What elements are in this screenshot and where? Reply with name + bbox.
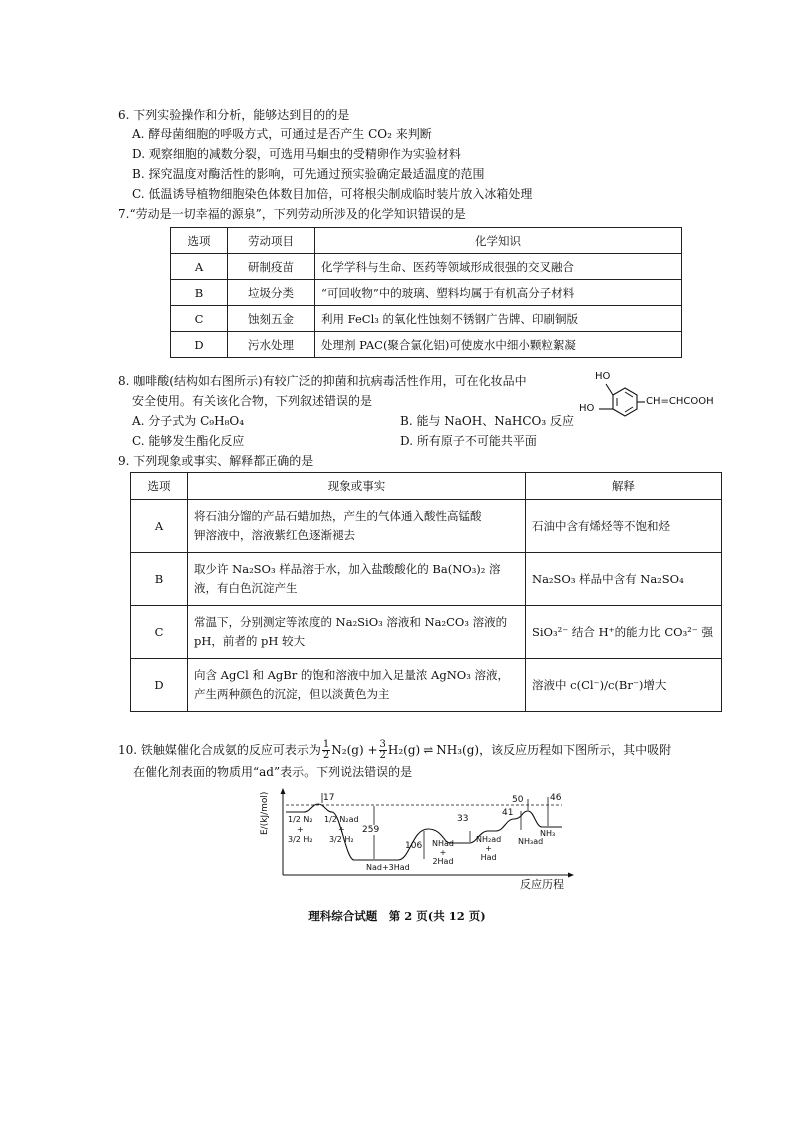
- q9-c-fact-line1: 常温下，分别测定等浓度的 Na₂SiO₃ 溶液和 Na₂CO₃ 溶液的: [194, 615, 508, 629]
- q10-frac1-den: 2: [322, 750, 330, 761]
- species-5-had: Had: [480, 853, 497, 862]
- q6-stem: 6. 下列实验操作和分析，能够达到目的的是: [118, 108, 350, 122]
- q9-d-fact: [188, 659, 526, 712]
- q8-option-c: C. 能够发生酯化反应: [132, 434, 245, 448]
- q10-frac1: [322, 740, 330, 761]
- struct-ho-left: HO: [579, 403, 595, 414]
- q9-a-fact: [188, 500, 526, 553]
- table-row: [131, 659, 722, 712]
- species-2-h2: 3/2 H₂: [328, 835, 354, 844]
- species-nh2ad: [476, 835, 501, 862]
- species-7-nh3: NH₃: [540, 829, 556, 838]
- q9-table: [130, 472, 722, 712]
- q7-b-project: 垃圾分类: [228, 280, 315, 306]
- y-axis-arrow: [281, 788, 286, 794]
- species-nhad: [432, 839, 454, 866]
- q7-a-opt: A: [171, 254, 228, 280]
- q10-stem-line1: [118, 738, 671, 762]
- q7-header-option: 选项: [171, 228, 228, 254]
- q8-option-b: B. 能与 NaOH、NaHCO₃ 反应: [400, 414, 574, 428]
- q8-stem-line1: 8. 咖啡酸(结构如右图所示)有较广泛的抑菌和抗病毒活性作用，可在化妆品中: [118, 374, 527, 388]
- energy-label-106: 106: [405, 841, 423, 851]
- table-row: [171, 280, 682, 306]
- q7-d-opt: D: [171, 332, 228, 358]
- q9-header-fact: 现象或事实: [188, 473, 526, 500]
- q9-d-fact-line1: 向含 AgCl 和 AgBr 的饱和溶液中加入足量浓 AgNO₃ 溶液，: [194, 668, 509, 682]
- page-footer: 理科综合试题 第 2 页(共 12 页): [308, 909, 486, 923]
- table-row: [171, 332, 682, 358]
- q10-post: NH₃(g)，该反应历程如下图所示，其中吸附: [436, 743, 672, 757]
- q7-header-knowledge: 化学知识: [315, 228, 682, 254]
- energy-label-259: 259: [362, 825, 380, 835]
- q9-a-expl: 石油中含有烯烃等不饱和烃: [526, 500, 722, 553]
- q7-d-project: 污水处理: [228, 332, 315, 358]
- q10-h2: H₂(g): [387, 743, 421, 757]
- q7-d-knowledge: 处理剂 PAC(聚合氯化铝)可使废水中细小颗粒絮凝: [315, 332, 682, 358]
- q7-b-opt: B: [171, 280, 228, 306]
- x-axis-arrow: [568, 873, 574, 878]
- table-row: [171, 254, 682, 280]
- q7-table: [170, 227, 682, 358]
- species-2-n2ad: 1/2 N₂ad: [324, 815, 359, 824]
- q9-b-fact-line1: 取少许 Na₂SO₃ 样品溶于水，加入盐酸酸化的 Ba(NO₃)₂ 溶: [194, 562, 501, 576]
- species-6-nh3ad: NH₃ad: [518, 837, 544, 846]
- energy-label-41: 41: [502, 808, 514, 818]
- species-reactants: [288, 815, 313, 845]
- q9-stem: 9. 下列现象或事实、解释都正确的是: [118, 454, 314, 468]
- species-3-nad-had: Nad+3Had: [366, 863, 410, 872]
- species-5-plus: +: [485, 844, 492, 853]
- q7-c-opt: C: [171, 306, 228, 332]
- table-row: [131, 553, 722, 606]
- species-2-plus: +: [337, 825, 345, 834]
- table-row: [131, 606, 722, 659]
- struct-chain: CH=CHCOOH: [646, 396, 714, 407]
- q7-header-project: 劳动项目: [228, 228, 315, 254]
- q10-frac2-num: 3: [379, 739, 386, 750]
- q9-b-fact: [188, 553, 526, 606]
- species-4-plus: +: [439, 848, 447, 857]
- q7-a-knowledge: 化学学科与生命、医药等领域形成很强的交叉融合: [315, 254, 682, 280]
- q9-c-opt: C: [131, 606, 188, 659]
- q6-option-c: C. 低温诱导植物细胞染色体数目加倍，可将根尖制成临时装片放入冰箱处理: [132, 187, 533, 201]
- energy-label-17: 17: [323, 793, 335, 803]
- species-adsorbed-n2: [324, 815, 359, 845]
- q10-frac2: [379, 740, 387, 761]
- y-axis-label: E/(kJ/mol): [260, 791, 270, 835]
- q9-header-option: 选项: [131, 473, 188, 500]
- q8-option-a: A. 分子式为 C₉H₈O₄: [132, 414, 245, 428]
- q7-b-knowledge: “可回收物”中的玻璃、塑料均属于有机高分子材料: [315, 280, 682, 306]
- q7-a-project: 研制疫苗: [228, 254, 315, 280]
- species-1-n2: 1/2 N₂: [288, 815, 313, 824]
- q9-d-fact-line2: 产生两种颜色的沉淀，但以淡黄色为主: [194, 687, 390, 701]
- q9-d-expl: 溶液中 c(Cl⁻)/c(Br⁻)增大: [526, 659, 722, 712]
- table-row: [171, 306, 682, 332]
- q10-pre: 10. 铁触媒催化合成氨的反应可表示为: [118, 743, 321, 757]
- x-axis-label: 反应历程: [520, 878, 564, 891]
- caffeic-acid-structure: [575, 370, 725, 430]
- q9-d-opt: D: [131, 659, 188, 712]
- q9-b-opt: B: [131, 553, 188, 606]
- q9-b-expl: Na₂SO₃ 样品中含有 Na₂SO₄: [526, 553, 722, 606]
- q8-option-d: D. 所有原子不可能共平面: [400, 434, 537, 448]
- species-5-nh2ad: NH₂ad: [476, 835, 502, 844]
- q10-stem-line2: 在催化剂表面的物质用“ad”表示。下列说法错误的是: [133, 765, 413, 779]
- species-4-2had: 2Had: [432, 857, 454, 866]
- q10-equilibrium-arrow: ⇌: [423, 743, 434, 757]
- species-4-nhad: NHad: [432, 839, 454, 848]
- q7-c-project: 蚀刻五金: [228, 306, 315, 332]
- q10-frac1-num: 1: [322, 739, 330, 750]
- energy-label-50: 50: [512, 795, 524, 805]
- q9-header-explain: 解释: [526, 473, 722, 500]
- struct-ho-top: HO: [595, 371, 611, 382]
- q7-stem: 7.“劳动是一切幸福的源泉”，下列劳动所涉及的化学知识错误的是: [118, 207, 466, 221]
- q9-c-expl: SiO₃²⁻ 结合 H⁺的能力比 CO₃²⁻ 强: [526, 606, 722, 659]
- energy-label-33: 33: [457, 814, 469, 824]
- q6-option-a: A. 酵母菌细胞的呼吸方式，可通过是否产生 CO₂ 来判断: [132, 127, 432, 141]
- species-1-plus: +: [296, 825, 304, 834]
- species-1-h2: 3/2 H₂: [288, 835, 313, 844]
- energy-label-46: 46: [550, 793, 562, 803]
- q10-n2: N₂(g) +: [331, 743, 378, 757]
- q9-b-fact-line2: 液，有白色沉淀产生: [194, 581, 298, 595]
- q9-c-fact-line2: pH，前者的 pH 较大: [194, 634, 306, 648]
- q9-c-fact: [188, 606, 526, 659]
- q7-c-knowledge: 利用 FeCl₃ 的氧化性蚀刻不锈钢广告牌、印刷铜版: [315, 306, 682, 332]
- q8-stem-line2: 安全使用。有关该化合物，下列叙述错误的是: [132, 394, 373, 408]
- reaction-energy-diagram: [260, 787, 586, 892]
- q9-a-opt: A: [131, 500, 188, 553]
- q10-frac2-den: 2: [379, 750, 386, 761]
- q6-option-d: D. 观察细胞的减数分裂，可选用马蛔虫的受精卵作为实验材料: [132, 147, 461, 161]
- table-row: [131, 500, 722, 553]
- q6-option-b: B. 探究温度对酶活性的影响，可先通过预实验确定最适温度的范围: [132, 167, 485, 181]
- q9-a-fact-line1: 将石油分馏的产品石蜡加热，产生的气体通入酸性高锰酸: [194, 509, 482, 523]
- q9-a-fact-line2: 钾溶液中，溶液紫红色逐渐褪去: [194, 528, 355, 542]
